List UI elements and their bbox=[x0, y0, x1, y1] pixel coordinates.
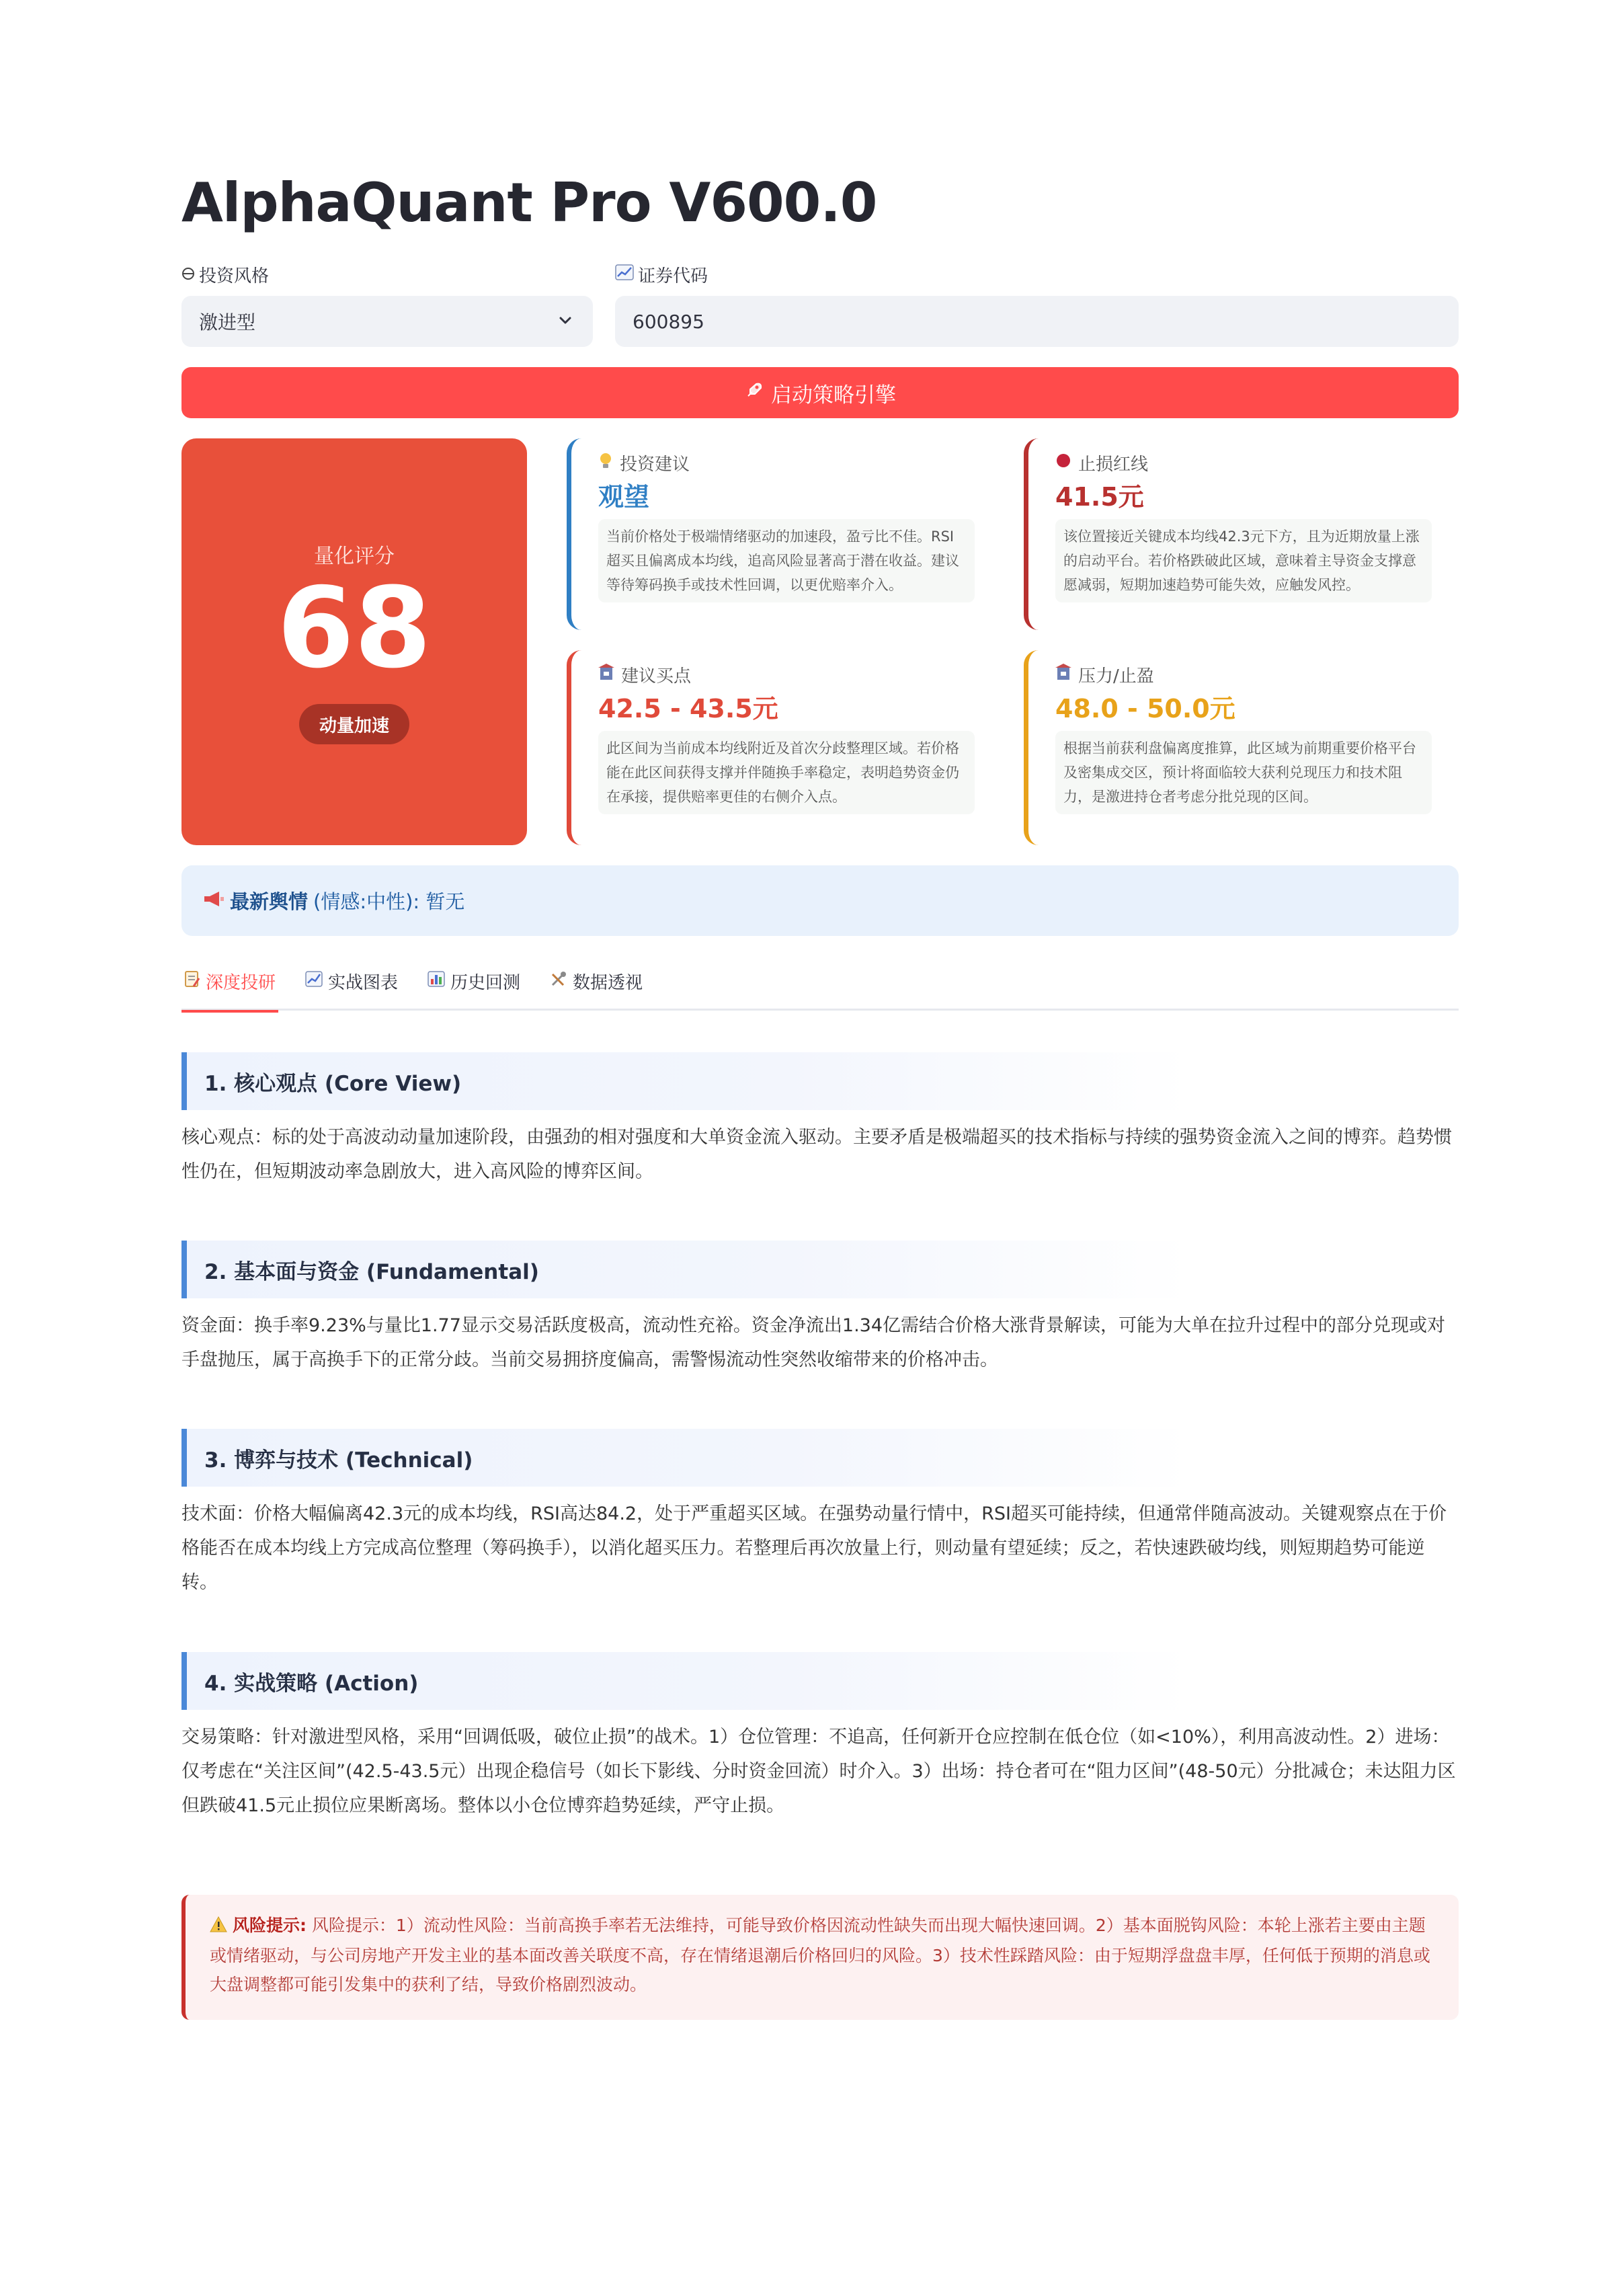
tab-label: 数据透视 bbox=[573, 972, 643, 993]
buy-desc: 此区间为当前成本均线附近及首次分歧整理区域。若价格能在此区间获得支撑并伴随换手率稳定，表明趋势资金仍在承接，提供赔率更佳的右侧介入点。 bbox=[598, 731, 975, 814]
chart-up-icon bbox=[305, 971, 323, 992]
buy-card-head bbox=[598, 662, 691, 687]
news-sentiment-bar bbox=[181, 865, 1459, 936]
style-field-label bbox=[181, 262, 269, 287]
target-value: 48.0 - 50.0元 bbox=[1055, 694, 1235, 723]
stop-loss-card bbox=[1024, 438, 1459, 630]
advice-value: 观望 bbox=[598, 482, 650, 512]
tools-icon bbox=[550, 970, 567, 992]
section-body-technical: 技术面：价格大幅偏离42.3元的成本均线，RSI高达84.2，处于严重超买区域。在强势动量行情中，RSI超买可能持续，但通常伴随高波动。关键观察点在于价格能否在成本均线上方完成高位整理（筹码换手），以消化超买压力。若整理后再次放量上行，则动量有望延续；反之，若快速跌破均线，则短期趋势可能逆转。 bbox=[181, 1503, 1447, 1593]
memo-icon bbox=[184, 970, 200, 992]
score-label: 量化评分 bbox=[314, 545, 395, 568]
code-label-text: 证券代码 bbox=[638, 266, 708, 286]
bank-icon bbox=[598, 664, 614, 686]
score-card bbox=[181, 438, 527, 845]
section-heading-core-view: 1. 核心观点 (Core View) bbox=[181, 1052, 1190, 1110]
lightbulb-icon bbox=[598, 452, 613, 474]
tab-backtest[interactable] bbox=[425, 951, 523, 1011]
section-heading-action: 4. 实战策略 (Action) bbox=[181, 1652, 1190, 1710]
rocket-icon bbox=[744, 380, 764, 405]
red-circle-icon bbox=[1055, 453, 1071, 473]
code-field-label bbox=[615, 262, 708, 287]
tab-label: 历史回测 bbox=[450, 972, 521, 993]
risk-label: 风险提示: bbox=[232, 1916, 307, 1935]
buy-head-text: 建议买点 bbox=[621, 666, 692, 686]
chart-up-icon bbox=[615, 264, 634, 285]
advice-card-head bbox=[598, 450, 690, 475]
risk-text: 风险提示：1）流动性风险：当前高换手率若无法维持，可能导致价格因流动性缺失而出现大幅快速回调。2）基本面脱钩风险：本轮上涨若主要由主题或情绪驱动，与公司房地产开发主业的基本面改善关联度不高，存在情绪退潮后价格回归的风险。3）技术性踩踏风险：由于短期浮盘盘丰厚，任何低于预期的消息或大盘调整都可能引发集中的获利了结，导致价格剧烈波动。 bbox=[210, 1916, 1430, 1994]
stop-card-head bbox=[1055, 450, 1148, 475]
warning-icon bbox=[210, 1912, 227, 1941]
start-engine-label: 启动策略引擎 bbox=[771, 383, 896, 407]
target-icon bbox=[181, 265, 195, 285]
megaphone-icon bbox=[203, 890, 225, 912]
stop-head-text: 止损红线 bbox=[1078, 455, 1149, 475]
start-engine-button[interactable] bbox=[181, 367, 1459, 418]
tab-live-chart[interactable] bbox=[302, 951, 401, 1011]
section-heading-fundamental: 2. 基本面与资金 (Fundamental) bbox=[181, 1241, 1190, 1298]
score-tag-badge: 动量加速 bbox=[299, 704, 409, 744]
advice-card bbox=[567, 438, 997, 630]
style-select-value: 激进型 bbox=[199, 311, 256, 333]
tab-label: 实战图表 bbox=[328, 972, 399, 993]
tab-deep-research[interactable] bbox=[181, 951, 278, 1011]
section-body-fundamental: 资金面：换手率9.23%与量比1.77显示交易活跃度极高，流动性充裕。资金净流出1.34亿需结合价格大涨背景解读，可能为大单在拉升过程中的部分兑现或对手盘抛压，属于高换手下的正常分歧。当前交易拥挤度偏高，需警惕流动性突然收缩带来的价格冲击。 bbox=[181, 1315, 1446, 1370]
buy-point-card bbox=[567, 650, 997, 845]
page-title: AlphaQuant Pro V600.0 bbox=[181, 171, 877, 234]
target-card-head bbox=[1055, 662, 1154, 687]
code-input[interactable] bbox=[615, 296, 1459, 347]
bank-icon bbox=[1055, 664, 1071, 686]
take-profit-card bbox=[1024, 650, 1459, 845]
section-heading-technical: 3. 博弈与技术 (Technical) bbox=[181, 1429, 1190, 1487]
style-label-text: 投资风格 bbox=[199, 266, 270, 286]
advice-head-text: 投资建议 bbox=[620, 455, 690, 475]
advice-desc: 当前价格处于极端情绪驱动的加速段，盈亏比不佳。RSI超买且偏离成本均线，追高风险显著高于潜在收益。建议等待筹码换手或技术性回调，以更优赔率介入。 bbox=[598, 519, 975, 602]
section-body-core-view: 核心观点：标的处于高波动动量加速阶段，由强劲的相对强度和大单资金流入驱动。主要矛盾是极端超买的技术指标与持续的强势资金流入之间的博弈。趋势惯性仍在，但短期波动率急剧放大，进入高风险的博弈区间。 bbox=[181, 1127, 1452, 1182]
style-select[interactable] bbox=[181, 296, 593, 347]
tab-data-view[interactable] bbox=[547, 951, 645, 1011]
news-title: 最新舆情 bbox=[230, 890, 309, 913]
section-body-action: 交易策略：针对激进型风格，采用“回调低吸，破位止损”的战术。1）仓位管理：不追高，任何新开仓应控制在低仓位（如<10%），利用高波动性。2）进场：仅考虑在“关注区间”(42.5-43.5元）出现企稳信号（如长下影线、分时资金回流）时介入。3）出场：持仓者可在“阻力区间”(48-50元）分批减仓；未达阻力区但跌破41.5元止损位应果断离场。整体以小仓位博弈趋势延续，严守止损。 bbox=[181, 1727, 1456, 1816]
risk-warning-box bbox=[181, 1895, 1459, 2020]
target-desc: 根据当前获利盘偏离度推算，此区域为前期重要价格平台及密集成交区，预计将面临较大获利兑现压力和技术阻力，是激进持仓者考虑分批兑现的区间。 bbox=[1055, 731, 1432, 814]
code-input-value: 600895 bbox=[633, 310, 704, 333]
target-head-text: 压力/止盈 bbox=[1078, 666, 1154, 686]
stop-value: 41.5元 bbox=[1055, 482, 1144, 512]
chevron-down-icon bbox=[555, 311, 575, 331]
score-value: 68 bbox=[277, 563, 432, 693]
buy-value: 42.5 - 43.5元 bbox=[598, 694, 778, 723]
news-sentiment-text: (情感:中性): 暂无 bbox=[313, 890, 465, 913]
bar-chart-icon bbox=[428, 971, 445, 992]
stop-desc: 该位置接近关键成本均线42.3元下方，且为近期放量上涨的启动平台。若价格跌破此区域，意味着主导资金支撑意愿减弱，短期加速趋势可能失效，应触发风控。 bbox=[1055, 519, 1432, 602]
tab-bar bbox=[181, 951, 1459, 1011]
tab-label: 深度投研 bbox=[206, 972, 276, 993]
